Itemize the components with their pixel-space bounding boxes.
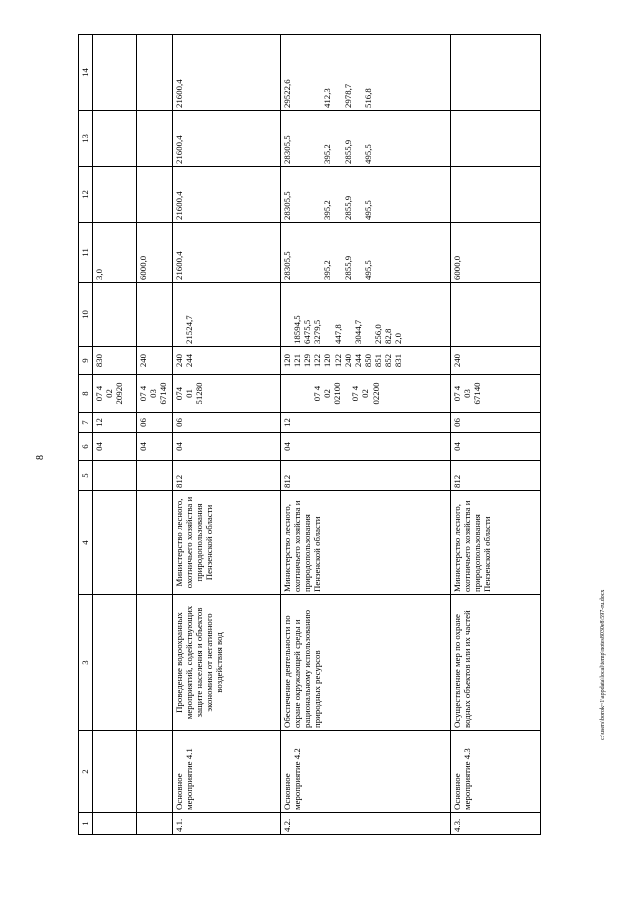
header-cell: 7 xyxy=(79,413,93,433)
cell-grbs: 812 xyxy=(451,461,541,491)
page-number: 8 xyxy=(35,455,46,460)
header-cell: 5 xyxy=(79,461,93,491)
cell-year-value: 6000,0 xyxy=(451,223,541,283)
cell-year-value: 21600,4 xyxy=(173,111,281,167)
header-cell: 1 xyxy=(79,813,93,835)
cell-year-value-list: 28305,5 395,2 2855,9 495,5 xyxy=(281,111,451,167)
cell-activity-name: Основное мероприятие 4.1 xyxy=(173,731,281,813)
target-article-b: 07 4 02 02200 xyxy=(350,382,381,405)
header-cell: 8 xyxy=(79,375,93,413)
header-cell: 3 xyxy=(79,595,93,731)
cell-number: 4.2. xyxy=(281,813,451,835)
cell-target-article: 07 4 02 20920 xyxy=(93,375,137,413)
target-article-a: 07 4 02 02100 xyxy=(312,382,343,405)
cell-activity-description: Обеспечение деятельности по охране окружающей среды и рациональному использованию природных ресурсов xyxy=(281,595,451,731)
cell-year-value: 6000,0 xyxy=(137,223,173,283)
document-path-footer: c:\users\borok~1\appdata\local\temp\notes8030e8\597-ru.docx xyxy=(600,589,606,740)
cell-grbs: 812 xyxy=(173,461,281,491)
cell-subsection: 12 xyxy=(93,413,137,433)
cell-activity-name: Основное мероприятие 4.2 xyxy=(281,731,451,813)
cell-year-value: 3,0 xyxy=(93,223,137,283)
cell-section: 04 xyxy=(173,433,281,461)
cell-subsection: 12 xyxy=(281,413,451,433)
cell-section: 04 xyxy=(93,433,137,461)
cell-expense-type-list: 120 121 129 122 120 122 240 244 850 851 852 831 xyxy=(281,347,451,375)
budget-table xyxy=(78,34,541,835)
cell-target-article: 074 01 51280 xyxy=(173,375,281,413)
cell-activity-name: Основное мероприятие 4.3 xyxy=(451,731,541,813)
cell-subsection: 06 xyxy=(173,413,281,433)
cell-year-value-list: 18594,5 6475,5 3279,5 447,8 3044,7 256,0 82,8 2,0 xyxy=(281,283,451,347)
rotated-table-wrapper xyxy=(78,35,608,835)
cell-section: 04 xyxy=(137,433,173,461)
header-cell: 14 xyxy=(79,35,93,111)
header-cell: 2 xyxy=(79,731,93,813)
header-cell: 4 xyxy=(79,491,93,595)
header-cell: 10 xyxy=(79,283,93,347)
cell-expense-type: 240 244 xyxy=(173,347,281,375)
cell-executor: Министерство лесного, охотничьего хозяйства и природопользования Пензенской области xyxy=(281,491,451,595)
cell-year-value-list: 28305,5 395,2 2855,9 495,5 xyxy=(281,223,451,283)
cell-executor: Министерство лесного, охотничьего хозяйства и природопользования Пензенской области xyxy=(451,491,541,595)
cell-activity-description: Проведение водоохранных мероприятий, содействующих защите населения и объектов экономики от негативного воздействия вод xyxy=(173,595,281,731)
cell-number: 4.3. xyxy=(451,813,541,835)
header-row xyxy=(79,35,93,835)
header-cell: 6 xyxy=(79,433,93,461)
cell-section: 04 xyxy=(281,433,451,461)
cell-expense-type: 830 xyxy=(93,347,137,375)
cell-target-article xyxy=(281,375,451,413)
cell-grbs: 812 xyxy=(281,461,451,491)
cell-year-value: 21524,7 xyxy=(173,283,281,347)
cell-year-value-list: 29522,6 412,3 2978,7 516,8 xyxy=(281,35,451,111)
table-row xyxy=(173,35,281,835)
cell-section: 04 xyxy=(451,433,541,461)
cell-year-value: 21600,4 xyxy=(173,223,281,283)
cell-subsection: 06 xyxy=(137,413,173,433)
header-cell: 9 xyxy=(79,347,93,375)
cell-year-value: 21600,4 xyxy=(173,35,281,111)
header-cell: 12 xyxy=(79,167,93,223)
header-cell: 11 xyxy=(79,223,93,283)
cell-expense-type: 240 xyxy=(137,347,173,375)
cell-executor: Министерство лесного, охотничьего хозяйства и природопользования Пензенской области xyxy=(173,491,281,595)
table-row xyxy=(281,35,451,835)
cell-number: 4.1. xyxy=(173,813,281,835)
table-row xyxy=(451,35,541,835)
header-cell: 13 xyxy=(79,111,93,167)
cell-year-value: 21600,4 xyxy=(173,167,281,223)
table-row xyxy=(93,35,137,835)
cell-year-value-list: 28305,5 395,2 2855,9 495,5 xyxy=(281,167,451,223)
cell-target-article: 07 4 03 67140 xyxy=(137,375,173,413)
cell-target-article: 07 4 03 67140 xyxy=(451,375,541,413)
cell-activity-description: Осуществление мер по охране водных объектов или их частей xyxy=(451,595,541,731)
cell-expense-type: 240 xyxy=(451,347,541,375)
cell-subsection: 06 xyxy=(451,413,541,433)
table-row xyxy=(137,35,173,835)
